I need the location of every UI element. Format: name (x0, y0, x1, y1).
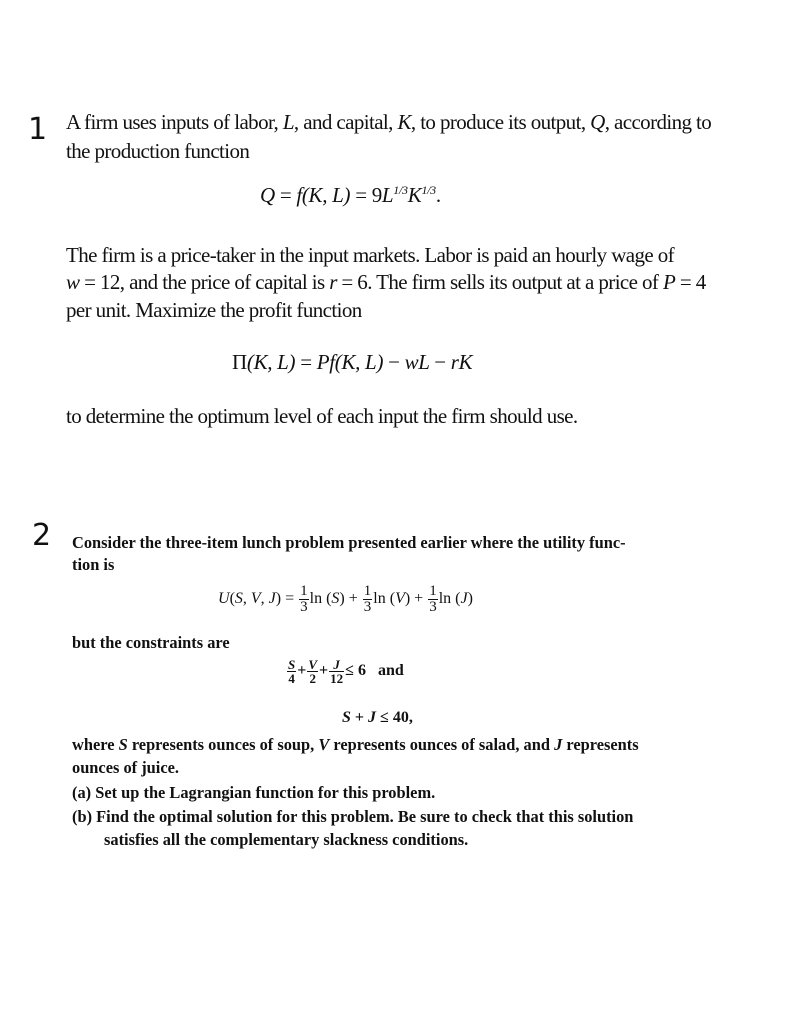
problem-2-where-line-1: where S represents ounces of soup, V represents ounces of salad, and J represents (72, 735, 639, 754)
constraint-1-equation: $\frac{S}{4}$ + $\frac{V}{2}$ + $\frac{J}{12}$ ≤ 6 and (288, 657, 404, 686)
profit-function-equation: Π(K, L) = Pf(K, L) − wL − rK (232, 350, 473, 374)
problem-1-price-line-1: The firm is a price-taker in the input markets. Labor is paid an hourly wage of (66, 243, 675, 267)
problem-1-price-line-3: per unit. Maximize the profit function (66, 298, 362, 322)
constraint-2-equation: S + J ≤ 40, (342, 709, 413, 726)
problem-2-where-line-2: ounces of juice. (72, 758, 179, 777)
problem-1-intro-line-2: the production function (66, 139, 250, 163)
problem-1-intro-line-1: A firm uses inputs of labor, L, and capital, K, to produce its output, Q, according to (66, 110, 712, 134)
utility-function-equation: U(S, V, J) = $\frac{1}{3}$ ln (S) + $\frac{1}{3}$ ln (V) + $\frac{1}{3}$ ln (J) (218, 583, 473, 615)
problem-1-conclusion: to determine the optimum level of each input the firm should use. (66, 404, 578, 428)
production-function-equation: Q = f(K, $L) = 9L^{1/3}K^{1/3}$. (260, 183, 441, 207)
problem-2-number: 2 (32, 518, 52, 553)
problem-1-number: 1 (28, 112, 48, 147)
problem-2-part-b-line-1: (b) Find the optimal solution for this problem. Be sure to check that this solution (72, 807, 634, 826)
problem-2-part-a: (a) Set up the Lagrangian function for this problem. (72, 783, 436, 802)
problem-2-intro-line-2: tion is (72, 555, 115, 574)
problem-2-part-b-line-2: satisfies all the complementary slackness conditions. (104, 830, 469, 849)
problem-1-price-line-2: w = 12, and the price of capital is r = 6. The firm sells its output at a price of P = 4 (66, 270, 706, 294)
problem-2-intro-line-1: Consider the three-item lunch problem presented earlier where the utility func- (72, 533, 626, 552)
constraints-intro: but the constraints are (72, 633, 230, 652)
